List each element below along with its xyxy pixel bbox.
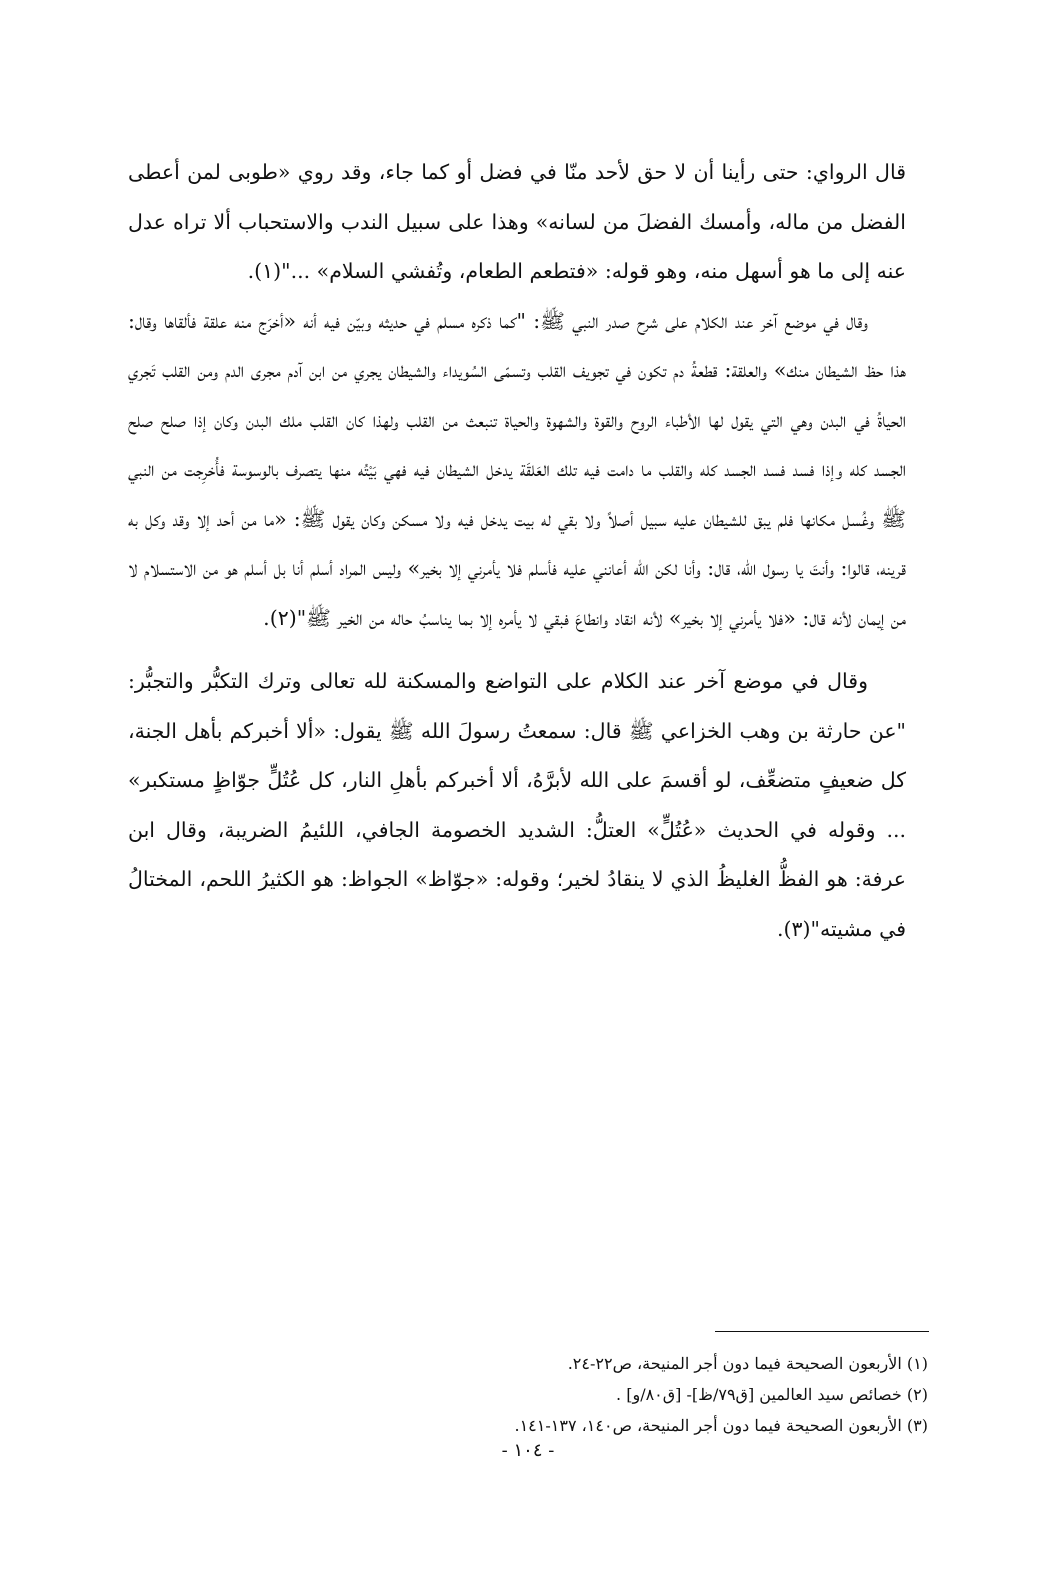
footnote-2: (٢) خصائص سيد العالمين [ق٧٩/ظ]- [ق٨٠/و] .	[616, 1385, 928, 1404]
footnotes	[150, 1348, 928, 1441]
paragraph-2: وقال في موضع آخر عند الكلام على شرح صدر النبي ﷺ: "كما ذكره مسلم في حديثه وبيّن فيه أنه «أخرَج منه علقة فألقاها وقال: هذا حظ الشيطان منك» والعلقة: قطعةُ دم تكون في تجويف القلب وتسمّى السُويداء والشيطان يجري من ابن آدم مجرى الدم ومن القلب تَجري الحياةُ في البدن وهي التي يقول لها الأطباء الروح والقوة والشهوة والحياة تنبعث من القلب ولهذا كان القلب ملك البدن وكان إذا صلح صلح الجسد كله وإذا فسد فسد الجسد كله والقلب ما دامت فيه تلك العَلقَة يدخل الشيطان فيه فهي بَيْتُه منها يتصرف بالوسوسة فأُخرِجت من النبي ﷺ وغُسل مكانها فلم يبق للشيطان عليه سبيل أصلاً ولا بقي له بيت يدخل فيه ولا مسكن وكان يقول ﷺ: «ما من أحد إلا وقد وكل به قرينه، قالوا: وأنتَ يا رسول الله، قال: وأنا لكن الله أعانني عليه فأسلم فلا يأمرني إلا بخير» وليس المراد أسلم أنا بل أسلم هو من الاستسلام لا من إيمان لأنه قال: «فلا يأمرني إلا بخير» لأنه انقاد وانطاعَ فبقي لا يأمره إلا بما يناسبُ حاله من الخير ﷺ"(٢).	[128, 308, 906, 630]
page-number: - ١٠٤ -	[501, 1440, 555, 1461]
footnote-separator	[715, 1331, 929, 1332]
main-text	[128, 148, 906, 954]
footnote-1: (١) الأربعون الصحيحة فيما دون أجر المنيحة، ص٢٢-٢٤.	[567, 1354, 928, 1373]
paragraph-3: وقال في موضع آخر عند الكلام على التواضع والمسكنة لله تعالى وترك التكبُّر والتجبُّر: "عن حارثة بن وهب الخزاعي ﷺ قال: سمعتُ رسولَ الله ﷺ يقول: «ألا أخبركم بأهل الجنة، كل ضعيفٍ متضعِّف، لو أقسمَ على الله لأبرَّهُ، ألا أخبركم بأهلِ النار، كل عُتُلٍّ جوّاظٍ مستكبر» ... وقوله في الحديث «عُتُلٍّ» العتلُّ: الشديد الخصومة الجافي، اللئيمُ الضريبة، وقال ابن عرفة: هو الفظُّ الغليظُ الذي لا ينقادُ لخير؛ وقوله: «جوّاظ» الجواظ: هو الكثيرُ اللحم، المختالُ في مشيته"(٣).	[128, 669, 906, 941]
paragraph-1: قال الرواي: حتى رأينا أن لا حق لأحد منّا في فضل أو كما جاء، وقد روي «طوبى لمن أعطى الفضل من ماله، وأمسك الفضلَ من لسانه» وهذا على سبيل الندب والاستحباب ألا تراه عدل عنه إلى ما هو أسهل منه، وهو قوله: «فتطعم الطعام، وتُفشي السلام» ..."(١).	[128, 160, 906, 283]
footnote-3: (٣) الأربعون الصحيحة فيما دون أجر المنيحة، ص١٤٠، ١٣٧-١٤١.	[514, 1416, 928, 1435]
